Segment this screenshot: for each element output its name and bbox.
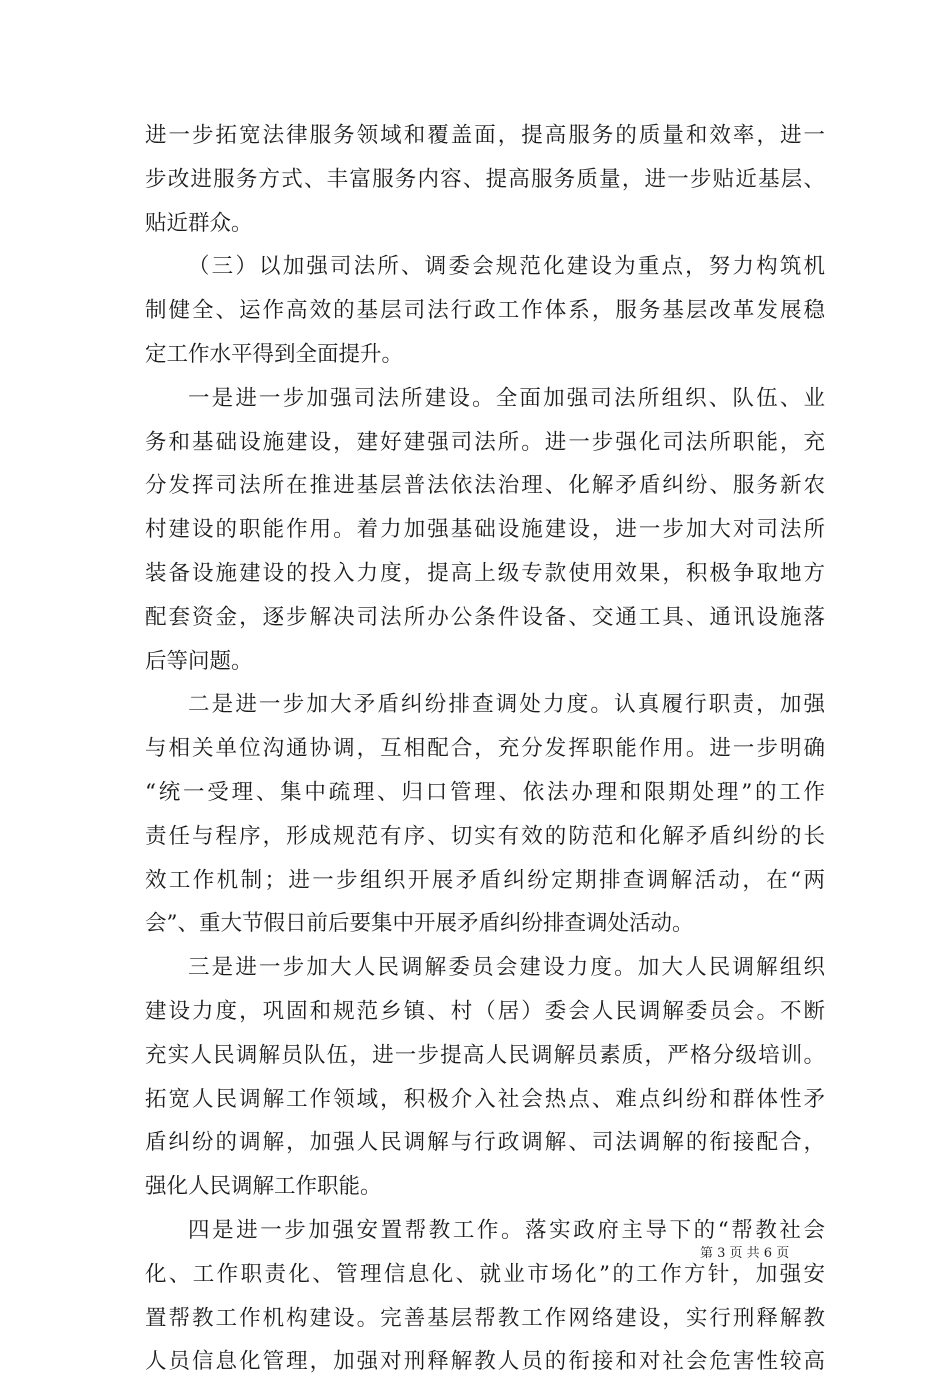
text-line: 充实人民调解员队伍，进一步提高人民调解员素质，严格分级培训。 bbox=[145, 1042, 825, 1068]
text-line: 人员信息化管理，加强对刑释解教人员的衔接和对社会危害性较高 bbox=[145, 1349, 825, 1375]
paragraph bbox=[145, 114, 825, 245]
text-line: 建设力度，巩固和规范乡镇、村（居）委会人民调解委员会。不断 bbox=[145, 998, 825, 1024]
text-line: 贴近群众。 bbox=[145, 210, 253, 236]
text-line: 一是进一步加强司法所建设。全面加强司法所组织、队伍、业 bbox=[188, 385, 825, 411]
text-line: 强化人民调解工作职能。 bbox=[145, 1174, 382, 1200]
text-line: 拓宽人民调解工作领域，积极介入社会热点、难点纠纷和群体性矛 bbox=[145, 1086, 825, 1112]
text-line: 务和基础设施建设，建好建强司法所。进一步强化司法所职能，充 bbox=[145, 429, 825, 455]
text-line: 四是进一步加强安置帮教工作。落实政府主导下的“帮教社会 bbox=[188, 1217, 825, 1243]
text-line: 会”、重大节假日前后要集中开展矛盾纠纷排查调处活动。 bbox=[145, 911, 694, 937]
text-line: 置帮教工作机构建设。完善基层帮教工作网络建设，实行刑释解教 bbox=[145, 1305, 825, 1331]
text-line: 盾纠纷的调解，加强人民调解与行政调解、司法调解的衔接配合， bbox=[145, 1130, 825, 1156]
text-line: “统一受理、集中疏理、归口管理、依法办理和限期处理”的工作 bbox=[145, 779, 825, 805]
text-line: 后等问题。 bbox=[145, 648, 253, 674]
document-body bbox=[145, 114, 825, 1384]
text-line: 配套资金，逐步解决司法所办公条件设备、交通工具、通讯设施落 bbox=[145, 604, 825, 630]
text-line: 与相关单位沟通协调，互相配合，充分发挥职能作用。进一步明确 bbox=[145, 736, 825, 762]
paragraph bbox=[145, 1209, 825, 1384]
text-line: 责任与程序，形成规范有序、切实有效的防范和化解矛盾纠纷的长 bbox=[145, 823, 825, 849]
text-line: 三是进一步加大人民调解委员会建设力度。加大人民调解组织 bbox=[188, 955, 825, 981]
text-line: 步改进服务方式、丰富服务内容、提高服务质量，进一步贴近基层、 bbox=[145, 166, 825, 192]
text-line: 村建设的职能作用。着力加强基础设施建设，进一步加大对司法所 bbox=[145, 517, 825, 543]
paragraph bbox=[145, 946, 825, 1209]
page-number: 第 3 页 共 6 页 bbox=[700, 1246, 790, 1261]
text-line: 分发挥司法所在推进基层普法依法治理、化解矛盾纠纷、服务新农 bbox=[145, 473, 825, 499]
text-line: 装备设施建设的投入力度，提高上级专款使用效果，积极争取地方 bbox=[145, 560, 825, 586]
text-line: 二是进一步加大矛盾纠纷排查调处力度。认真履行职责，加强 bbox=[188, 692, 825, 718]
text-line: 化、工作职责化、管理信息化、就业市场化”的工作方针，加强安 bbox=[145, 1261, 825, 1287]
text-line: 制健全、运作高效的基层司法行政工作体系，服务基层改革发展稳 bbox=[145, 298, 825, 324]
paragraph bbox=[145, 683, 825, 946]
paragraph bbox=[145, 377, 825, 684]
section-paragraph bbox=[145, 245, 825, 376]
text-line: 进一步拓宽法律服务领域和覆盖面，提高服务的质量和效率，进一 bbox=[145, 123, 825, 148]
text-line: 定工作水平得到全面提升。 bbox=[145, 341, 404, 367]
text-line: （三）以加强司法所、调委会规范化建设为重点，努力构筑机 bbox=[188, 254, 825, 280]
text-line: 效工作机制；进一步组织开展矛盾纠纷定期排查调解活动，在“两 bbox=[145, 867, 825, 893]
